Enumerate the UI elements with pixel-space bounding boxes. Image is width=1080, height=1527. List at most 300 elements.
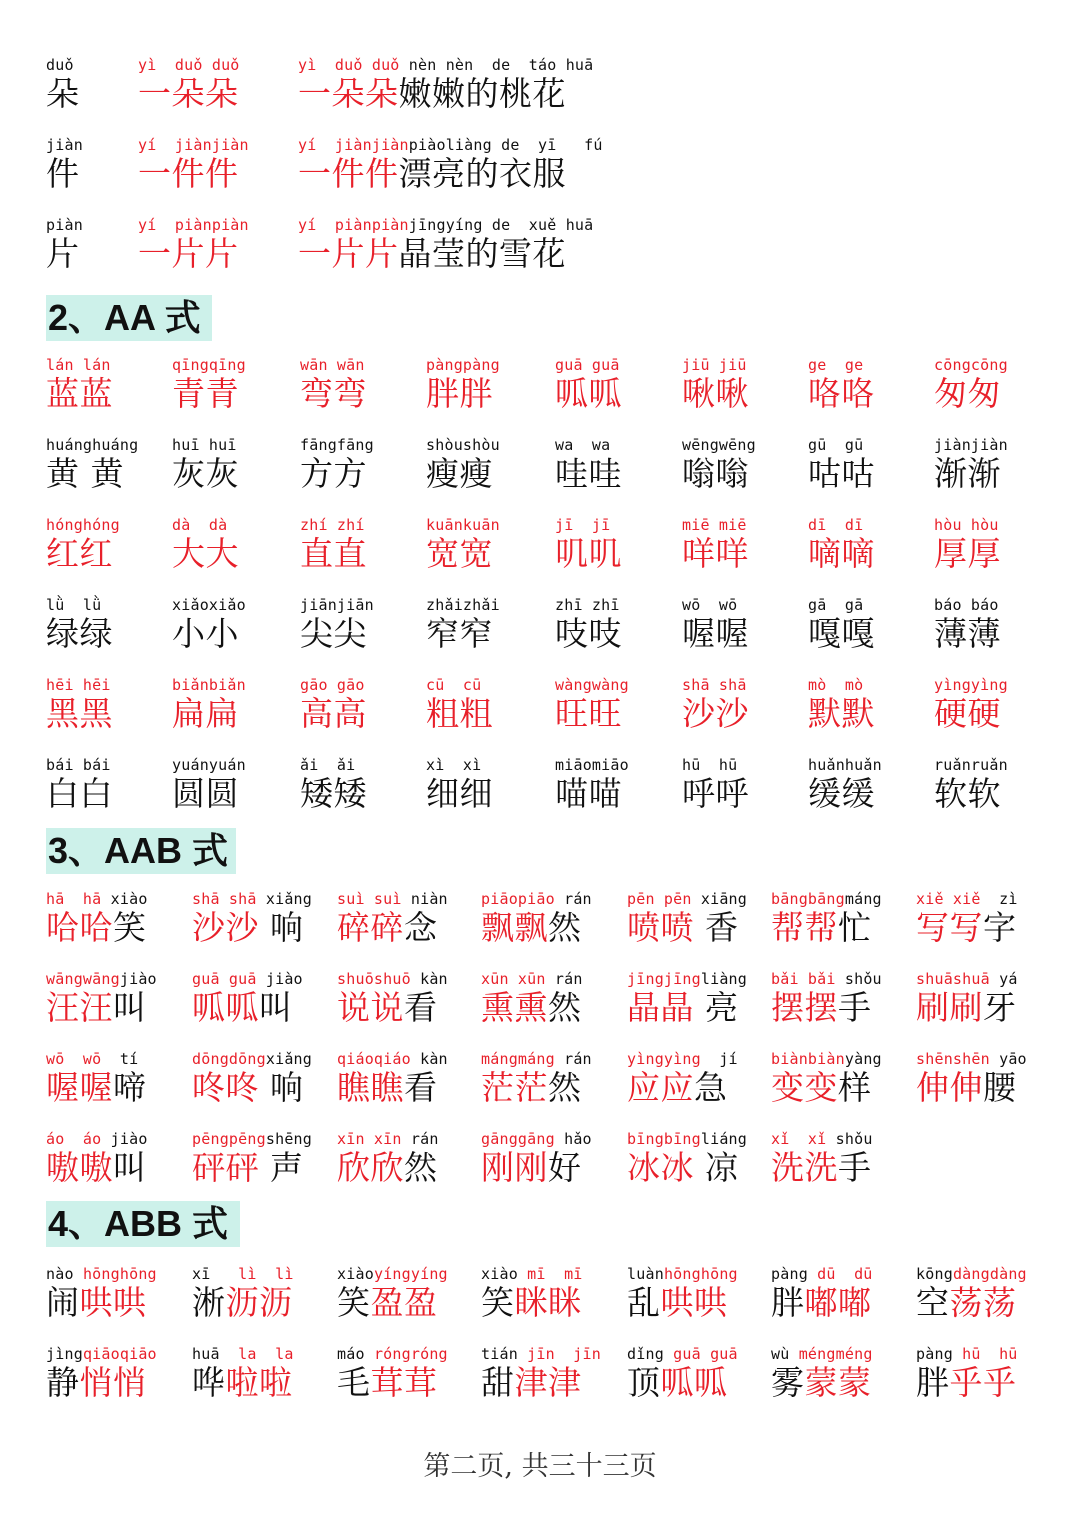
hanzi — [934, 774, 1008, 814]
hanzi — [172, 774, 246, 814]
hanzi-segment: 碎碎 — [337, 908, 404, 947]
hanzi — [481, 1068, 592, 1108]
hanzi-segment: 响 — [259, 908, 304, 947]
pinyin-segment: shēnshēn — [916, 1050, 990, 1068]
hanzi — [555, 534, 622, 574]
hanzi-segment: 大大 — [172, 534, 239, 573]
pinyin — [682, 596, 749, 614]
hanzi — [808, 694, 875, 734]
hanzi-segment: 青青 — [172, 374, 239, 413]
pinyin — [426, 756, 493, 774]
pinyin-segment: róngróng — [373, 1345, 448, 1363]
word-entry — [300, 756, 367, 814]
pinyin-segment: yìngyìng — [934, 676, 1008, 694]
word-entry — [555, 436, 622, 494]
hanzi-segment: 小小 — [172, 614, 239, 653]
hanzi — [138, 74, 240, 114]
hanzi — [192, 1148, 312, 1188]
pinyin-segment: liàng — [700, 970, 748, 988]
hanzi-segment: 然 — [548, 908, 582, 947]
hanzi-segment: 窄窄 — [426, 614, 493, 653]
pinyin-segment: fāngfāng — [300, 436, 374, 454]
pinyin-segment: wa wa — [555, 436, 611, 454]
hanzi — [192, 1363, 294, 1403]
hanzi-segment: 喔喔 — [682, 614, 749, 653]
pinyin — [481, 1345, 601, 1363]
hanzi — [682, 374, 749, 414]
pinyin-segment: yàng — [844, 1050, 882, 1068]
hanzi-segment: 啦啦 — [225, 1363, 293, 1402]
hanzi-segment: 念 — [404, 908, 438, 947]
word-entry — [46, 596, 113, 654]
pinyin — [627, 1130, 747, 1148]
pinyin-segment: xǐ xǐ — [771, 1130, 827, 1148]
pinyin-segment: wēngwēng — [682, 436, 756, 454]
hanzi — [337, 988, 448, 1028]
word-entry — [46, 436, 138, 494]
pinyin — [138, 56, 240, 74]
hanzi-segment: 喷喷 — [627, 908, 694, 947]
hanzi-segment: 砰砰 — [192, 1148, 259, 1187]
hanzi — [46, 374, 113, 414]
pinyin-segment: tí — [101, 1050, 139, 1068]
word-entry — [481, 1265, 583, 1323]
hanzi — [916, 908, 1018, 948]
top-word — [46, 136, 83, 194]
word-entry — [300, 676, 367, 734]
word-entry — [771, 970, 882, 1028]
word-entry — [771, 890, 882, 948]
pinyin-segment: rán — [401, 1130, 439, 1148]
hanzi — [138, 234, 249, 274]
top-word — [46, 56, 80, 114]
hanzi — [934, 694, 1008, 734]
pinyin — [771, 890, 882, 908]
word-entry — [555, 756, 629, 814]
hanzi-segment: 哇哇 — [555, 454, 622, 493]
pinyin — [627, 1050, 738, 1068]
pinyin — [481, 1130, 592, 1148]
hanzi-segment: 乎乎 — [949, 1363, 1017, 1402]
hanzi — [138, 154, 249, 194]
hanzi — [46, 234, 83, 274]
pinyin-segment: pàngpàng — [426, 356, 500, 374]
hanzi — [682, 534, 749, 574]
pinyin — [682, 756, 749, 774]
hanzi-segment: 圆圆 — [172, 774, 239, 813]
pinyin — [46, 1130, 148, 1148]
pinyin-segment: kuānkuān — [426, 516, 500, 534]
pinyin — [426, 516, 500, 534]
hanzi-segment: 静 — [46, 1363, 80, 1402]
hanzi-segment: 蒙蒙 — [804, 1363, 872, 1402]
hanzi — [916, 988, 1018, 1028]
pinyin — [192, 890, 312, 908]
pinyin-segment: jiànjiàn — [934, 436, 1008, 454]
pinyin-segment: bīngbīng — [627, 1130, 701, 1148]
hanzi — [300, 374, 367, 414]
pinyin — [46, 356, 113, 374]
word-entry — [46, 1050, 147, 1108]
hanzi — [808, 454, 875, 494]
hanzi — [771, 1283, 873, 1323]
pinyin — [172, 516, 239, 534]
hanzi-segment: 笑 — [481, 1283, 515, 1322]
pinyin — [934, 356, 1008, 374]
page-footer: 第二页, 共三十三页 — [423, 1451, 657, 1482]
hanzi — [682, 774, 749, 814]
pinyin — [300, 596, 374, 614]
hanzi-segment: 冰冰 — [627, 1148, 694, 1187]
pinyin-segment: gū gū — [808, 436, 864, 454]
pinyin — [481, 1265, 583, 1283]
hanzi-segment: 淅 — [192, 1283, 226, 1322]
word-entry — [627, 1050, 738, 1108]
word-entry — [934, 756, 1008, 814]
hanzi-segment: 咩咩 — [682, 534, 749, 573]
pinyin — [808, 676, 875, 694]
word-entry — [46, 970, 157, 1028]
word-entry — [426, 676, 493, 734]
hanzi — [682, 614, 749, 654]
hanzi-segment: 伸伸 — [916, 1068, 983, 1107]
hanzi-segment: 件 — [46, 154, 80, 193]
hanzi — [46, 154, 83, 194]
hanzi — [682, 694, 749, 734]
pinyin-segment: hū hū — [682, 756, 738, 774]
pinyin-segment: ǎi ǎi — [300, 756, 356, 774]
hanzi — [192, 1283, 294, 1323]
pinyin — [426, 436, 500, 454]
hanzi-segment: 摆摆 — [771, 988, 838, 1027]
pinyin — [192, 1050, 312, 1068]
hanzi — [298, 234, 593, 274]
hanzi — [46, 74, 80, 114]
hanzi — [337, 1283, 448, 1323]
pinyin — [627, 1345, 738, 1363]
hanzi — [555, 614, 622, 654]
hanzi-segment: 牙 — [983, 988, 1017, 1027]
hanzi-segment: 直直 — [300, 534, 367, 573]
hanzi — [481, 1363, 601, 1403]
word-entry — [300, 516, 367, 574]
pinyin-segment: yì duǒ duǒ — [138, 56, 240, 74]
hanzi — [916, 1363, 1018, 1403]
pinyin — [934, 436, 1008, 454]
hanzi-segment: 黄 黄 — [46, 454, 124, 493]
hanzi-segment: 雾 — [771, 1363, 805, 1402]
hanzi — [808, 534, 875, 574]
word-entry — [426, 356, 500, 414]
word-entry — [771, 1050, 882, 1108]
hanzi — [771, 1068, 882, 1108]
hanzi-segment: 甜 — [481, 1363, 515, 1402]
pinyin — [172, 356, 246, 374]
pinyin-segment: yì duǒ duǒ — [298, 56, 400, 74]
hanzi-segment: 薄薄 — [934, 614, 1001, 653]
pinyin-segment: máng — [844, 890, 882, 908]
hanzi-segment: 哈哈 — [46, 908, 113, 947]
hanzi — [555, 694, 629, 734]
hanzi — [337, 1068, 448, 1108]
pinyin — [300, 676, 367, 694]
pinyin-segment: yuányuán — [172, 756, 246, 774]
hanzi-segment: 厚厚 — [934, 534, 1001, 573]
word-entry — [916, 970, 1018, 1028]
pinyin — [481, 1050, 592, 1068]
hanzi-segment: 凉 — [694, 1148, 739, 1187]
pinyin — [46, 516, 120, 534]
pinyin-segment: pēn pēn — [627, 890, 692, 908]
pinyin — [46, 216, 83, 234]
hanzi — [46, 774, 113, 814]
hanzi — [46, 1148, 148, 1188]
hanzi — [426, 774, 493, 814]
pinyin — [555, 436, 622, 454]
hanzi — [46, 454, 138, 494]
hanzi-segment: 洗洗 — [771, 1148, 838, 1187]
word-entry — [426, 596, 500, 654]
pinyin-segment: shòushòu — [426, 436, 500, 454]
hanzi — [771, 908, 882, 948]
pinyin — [192, 970, 303, 988]
pinyin-segment: dī dī — [808, 516, 864, 534]
word-entry — [46, 1345, 157, 1403]
pinyin-segment: xiǎoxiǎo — [172, 596, 246, 614]
pinyin — [46, 596, 113, 614]
hanzi — [808, 374, 875, 414]
pinyin-segment: jīn jīn — [527, 1345, 602, 1363]
pinyin-segment: jiào — [101, 1130, 148, 1148]
word-entry — [682, 756, 749, 814]
hanzi-segment: 匆匆 — [934, 374, 1001, 413]
hanzi-segment: 急 — [694, 1068, 728, 1107]
word-entry — [46, 1130, 148, 1188]
hanzi-segment: 啾啾 — [682, 374, 749, 413]
pinyin-segment: lì lì — [228, 1265, 294, 1283]
hanzi — [808, 774, 882, 814]
hanzi — [627, 988, 747, 1028]
hanzi-segment: 然 — [548, 1068, 582, 1107]
hanzi-segment: 看 — [404, 988, 438, 1027]
hanzi — [771, 1148, 873, 1188]
pinyin — [138, 136, 249, 154]
pinyin-segment: kàn — [410, 1050, 448, 1068]
hanzi-segment: 写写 — [916, 908, 983, 947]
pinyin-segment: piāopiāo — [481, 890, 555, 908]
hanzi-segment: 看 — [404, 1068, 438, 1107]
pinyin — [555, 596, 622, 614]
pinyin-segment: yìngyìng — [627, 1050, 701, 1068]
word-entry — [808, 436, 875, 494]
pinyin-segment: cōngcōng — [934, 356, 1008, 374]
pinyin-segment: hēi hēi — [46, 676, 111, 694]
hanzi-segment: 一件件 — [138, 154, 239, 193]
hanzi — [426, 534, 500, 574]
hanzi-segment: 应应 — [627, 1068, 694, 1107]
hanzi-segment: 晶莹的雪花 — [398, 234, 566, 273]
pinyin-segment: gāo gāo — [300, 676, 365, 694]
hanzi — [627, 1283, 738, 1323]
word-entry — [46, 1265, 157, 1323]
pinyin-segment: xì xì — [426, 756, 482, 774]
word-entry — [682, 436, 756, 494]
hanzi-segment: 片 — [46, 234, 80, 273]
pinyin-segment: duǒ — [46, 56, 74, 74]
word-entry — [172, 596, 246, 654]
pinyin-segment: bāngbāng — [771, 890, 845, 908]
pinyin — [555, 676, 629, 694]
hanzi-segment: 帮帮 — [771, 908, 838, 947]
pinyin — [46, 1050, 147, 1068]
hanzi — [46, 534, 120, 574]
word-entry — [916, 1050, 1027, 1108]
hanzi — [298, 154, 603, 194]
pinyin-segment: jīngjīng — [627, 970, 701, 988]
word-entry — [682, 516, 749, 574]
pinyin — [300, 356, 367, 374]
pinyin-segment: gā gā — [808, 596, 864, 614]
word-entry — [172, 356, 246, 414]
pinyin-segment: wàngwàng — [555, 676, 629, 694]
hanzi — [192, 988, 303, 1028]
word-entry — [627, 970, 747, 1028]
pinyin — [300, 756, 367, 774]
pinyin — [300, 516, 367, 534]
word-entry — [46, 676, 113, 734]
pinyin-segment: hū hū — [962, 1345, 1018, 1363]
hanzi — [916, 1068, 1027, 1108]
hanzi-segment: 叽叽 — [555, 534, 622, 573]
pinyin — [172, 676, 246, 694]
pinyin-segment: hōnghōng — [82, 1265, 157, 1283]
word-entry — [808, 356, 875, 414]
hanzi-segment: 叫 — [259, 988, 293, 1027]
word-entry — [808, 756, 882, 814]
pinyin-segment: huā — [192, 1345, 229, 1363]
pinyin-segment: shuāshuā — [916, 970, 990, 988]
hanzi-segment: 眯眯 — [514, 1283, 582, 1322]
hanzi — [300, 774, 367, 814]
hanzi-segment: 朵 — [46, 74, 80, 113]
hanzi-segment: 白白 — [46, 774, 113, 813]
section-heading: 3、AAB 式 — [46, 828, 236, 874]
word-entry — [771, 1345, 873, 1403]
pinyin-segment: jī jī — [555, 516, 611, 534]
hanzi-segment: 默默 — [808, 694, 875, 733]
pinyin-segment: biànbiàn — [771, 1050, 845, 1068]
word-entry — [426, 756, 493, 814]
word-entry — [481, 1130, 592, 1188]
pinyin-segment: wō wō — [682, 596, 738, 614]
hanzi — [481, 908, 592, 948]
hanzi-segment: 呼呼 — [682, 774, 749, 813]
pinyin — [337, 970, 448, 988]
hanzi-segment: 沙沙 — [192, 908, 259, 947]
hanzi — [771, 988, 882, 1028]
hanzi-segment: 津津 — [514, 1363, 582, 1402]
hanzi — [481, 1283, 583, 1323]
hanzi-segment: 嘟嘟 — [804, 1283, 872, 1322]
pinyin — [916, 970, 1018, 988]
word-entry — [192, 890, 312, 948]
pinyin — [555, 356, 622, 374]
hanzi-segment: 茫茫 — [481, 1068, 548, 1107]
pinyin-segment: dū dū — [817, 1265, 873, 1283]
hanzi-segment: 荡荡 — [949, 1283, 1017, 1322]
pinyin — [627, 890, 747, 908]
hanzi — [337, 1148, 439, 1188]
pinyin-segment: shǒu — [835, 970, 882, 988]
pinyin-segment: wāngwāng — [46, 970, 120, 988]
hanzi — [808, 614, 875, 654]
pinyin — [192, 1345, 294, 1363]
hanzi-segment: 笑 — [113, 908, 147, 947]
word-entry — [916, 1265, 1027, 1323]
pinyin-segment: piàn — [46, 216, 83, 234]
hanzi-segment: 咕咕 — [808, 454, 875, 493]
word-entry — [808, 676, 875, 734]
word-entry — [481, 1050, 592, 1108]
pinyin-segment: niàn — [401, 890, 448, 908]
top-word — [138, 136, 249, 194]
hanzi-segment: 沥沥 — [225, 1283, 293, 1322]
word-entry — [934, 596, 1001, 654]
hanzi-segment: 悄悄 — [79, 1363, 147, 1402]
hanzi — [337, 1363, 448, 1403]
pinyin-segment: xīn xīn — [337, 1130, 402, 1148]
word-entry — [172, 756, 246, 814]
pinyin — [808, 436, 875, 454]
hanzi-segment: 哄哄 — [660, 1283, 728, 1322]
hanzi — [46, 1283, 157, 1323]
hanzi — [172, 694, 246, 734]
pinyin-segment: hónghóng — [46, 516, 120, 534]
hanzi-segment: 亮 — [694, 988, 739, 1027]
pinyin — [46, 136, 83, 154]
hanzi-segment: 硬硬 — [934, 694, 1001, 733]
hanzi-segment: 渐渐 — [934, 454, 1001, 493]
hanzi — [172, 614, 246, 654]
pinyin-segment: pàng — [771, 1265, 818, 1283]
word-entry — [337, 1050, 448, 1108]
pinyin-segment: la la — [228, 1345, 294, 1363]
hanzi — [481, 1148, 592, 1188]
hanzi-segment: 声 — [259, 1148, 304, 1187]
pinyin — [46, 970, 157, 988]
word-entry — [934, 516, 1001, 574]
word-entry — [916, 890, 1018, 948]
hanzi — [426, 614, 500, 654]
hanzi-segment: 顶 — [627, 1363, 661, 1402]
pinyin — [916, 1050, 1027, 1068]
pinyin — [916, 1345, 1018, 1363]
hanzi-segment: 瞧瞧 — [337, 1068, 404, 1107]
pinyin-segment: jiānjiān — [300, 596, 374, 614]
word-entry — [627, 1345, 738, 1403]
hanzi-segment: 嫩嫩的桃花 — [398, 74, 566, 113]
pinyin — [300, 436, 374, 454]
hanzi-segment: 瘦瘦 — [426, 454, 493, 493]
hanzi-segment: 呱呱 — [555, 374, 622, 413]
hanzi — [300, 454, 374, 494]
word-entry — [682, 676, 749, 734]
hanzi — [934, 374, 1008, 414]
hanzi — [337, 908, 448, 948]
hanzi-segment: 绿绿 — [46, 614, 113, 653]
word-entry — [481, 1345, 601, 1403]
word-entry — [46, 516, 120, 574]
